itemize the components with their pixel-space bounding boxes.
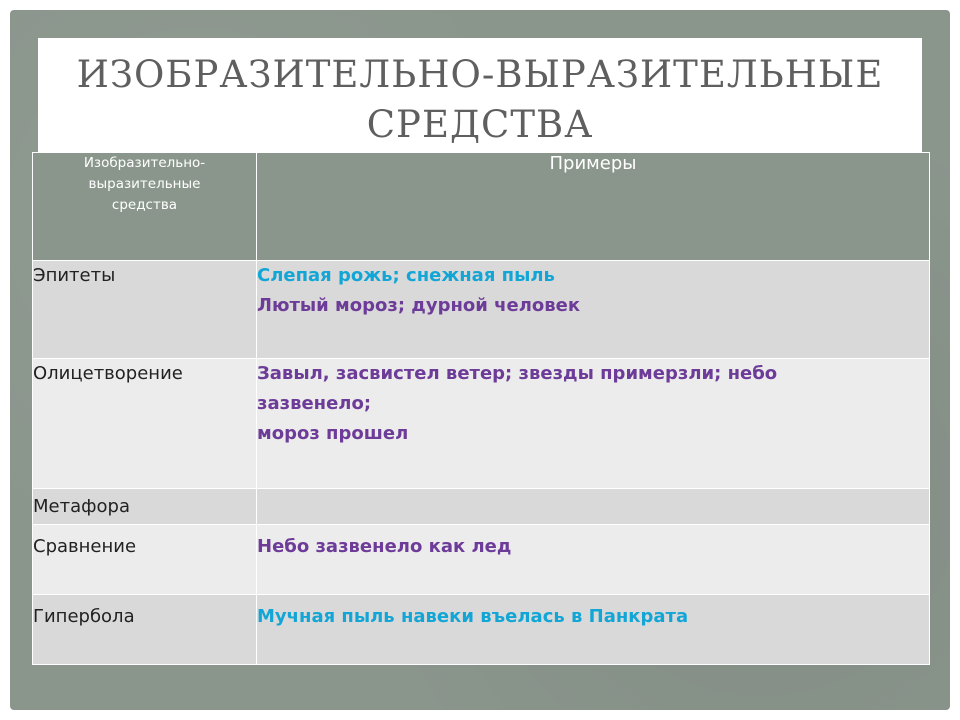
example-line: Завыл, засвистел ветер; звезды примерзли; небо [257, 363, 778, 384]
table-row [33, 595, 930, 665]
device-examples [257, 489, 930, 525]
slide-title-line-1: ИЗОБРАЗИТЕЛЬНО-ВЫРАЗИТЕЛЬНЫЕ [76, 53, 884, 96]
slide-title [38, 50, 922, 150]
example-line: Лютый мороз; дурной человек [257, 295, 581, 316]
slide-title-line-2: СРЕДСТВА [366, 103, 594, 146]
example-line: Слепая рожь; снежная пыль [257, 265, 555, 286]
example-line: Небо зазвенело как лед [257, 536, 512, 557]
device-name: Эпитеты [33, 261, 257, 359]
device-examples [257, 525, 930, 595]
header-devices-line-2: выразительные [88, 176, 201, 192]
device-name: Гипербола [33, 595, 257, 665]
table-row [33, 261, 930, 359]
example-line: мороз прошел [257, 423, 409, 444]
device-name: Метафора [33, 489, 257, 525]
table-header-row [33, 153, 930, 261]
device-name: Олицетворение [33, 359, 257, 489]
devices-table [32, 152, 930, 665]
header-devices [33, 153, 257, 261]
example-line: Мучная пыль навеки въелась в Панкрата [257, 606, 689, 627]
device-examples [257, 595, 930, 665]
header-devices-line-1: Изобразительно- [83, 155, 206, 171]
header-devices-line-3: средства [111, 197, 178, 213]
header-examples: Примеры [257, 153, 930, 261]
title-box [38, 38, 922, 166]
table-row [33, 525, 930, 595]
device-examples [257, 261, 930, 359]
table-row [33, 359, 930, 489]
device-name: Сравнение [33, 525, 257, 595]
table-row [33, 489, 930, 525]
device-examples [257, 359, 930, 489]
example-line: зазвенело; [257, 393, 372, 414]
